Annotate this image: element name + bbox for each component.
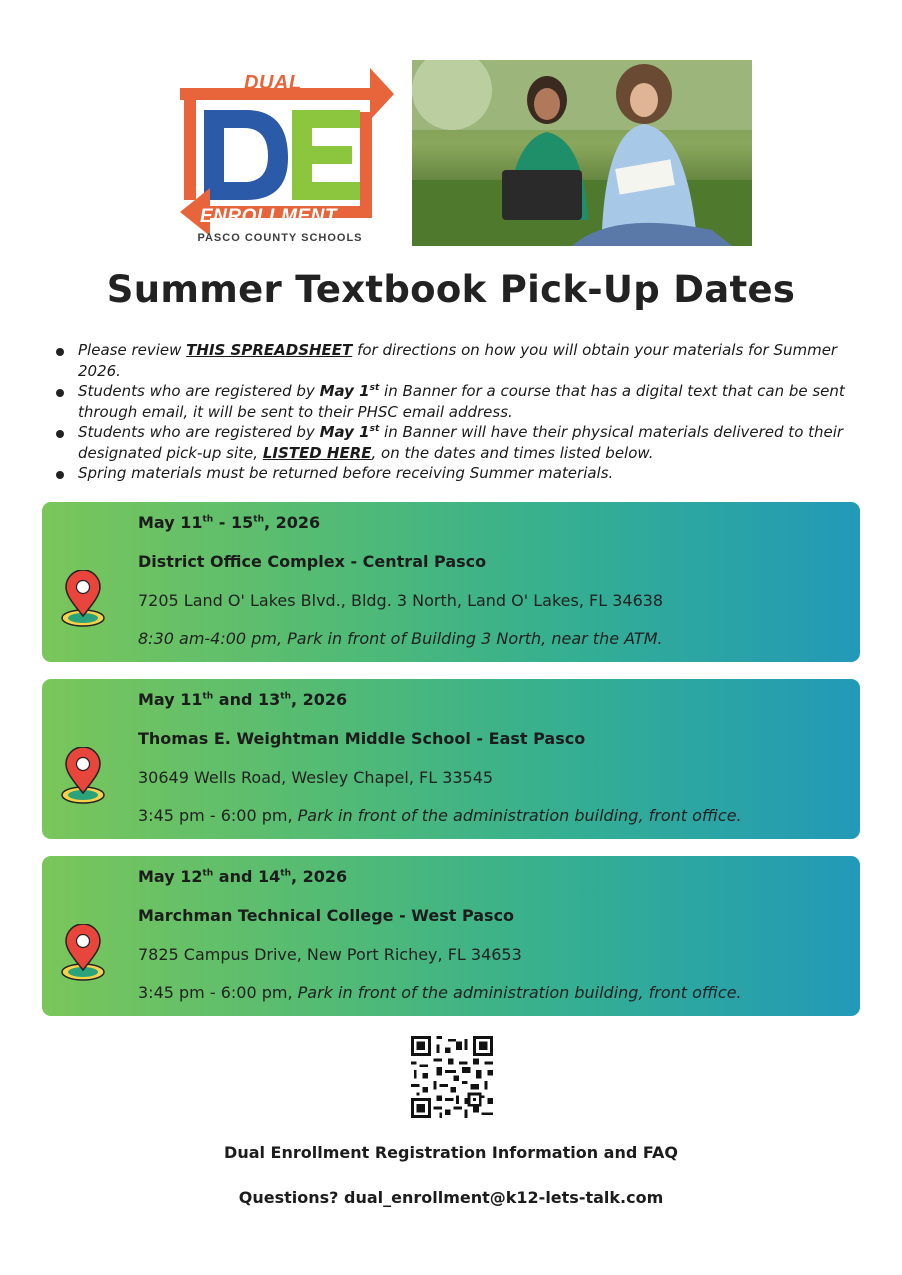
site-name: Thomas E. Weightman Middle School - East Pasco xyxy=(138,729,586,748)
bullet-text: Please review xyxy=(78,341,187,359)
date-suffix: st xyxy=(369,383,380,393)
list-item xyxy=(52,340,862,381)
pickup-dates: May 12th and 14th, 2026 xyxy=(138,867,348,886)
pickup-site-card xyxy=(42,502,860,662)
bullet-text: Spring materials must be returned before receiving Summer materials. xyxy=(78,464,614,482)
students-studying-photo xyxy=(412,60,752,246)
pickup-site-card xyxy=(42,679,860,839)
pickup-time: 3:45 pm - 6:00 pm, Park in front of the administration building, front office. xyxy=(138,983,742,1002)
bullet-text: , on the dates and times listed below. xyxy=(371,443,654,462)
bullet-icon xyxy=(56,471,64,479)
faq-link[interactable]: Dual Enrollment Registration Information and FAQ xyxy=(224,1143,678,1162)
bullet-text: Students who are registered by xyxy=(78,423,320,441)
contact-email[interactable]: Questions? dual_enrollment@k12-lets-talk.com xyxy=(238,1188,664,1207)
instructions-list xyxy=(52,340,862,484)
date-suffix: st xyxy=(369,424,380,434)
site-address: 7825 Campus Drive, New Port Richey, FL 34653 xyxy=(138,945,522,964)
sites-link[interactable]: LISTED HERE xyxy=(262,443,372,462)
deadline-date: May 1 xyxy=(319,382,370,400)
bullet-text: for directions on how you will obtain your materials for Summer 2026. xyxy=(78,341,838,380)
bullet-icon xyxy=(56,348,64,356)
site-name: District Office Complex - Central Pasco xyxy=(138,552,487,571)
students-photo-icon xyxy=(412,60,752,246)
logo-enrollment-text: ENROLLMENT xyxy=(200,206,337,227)
deadline-date: May 1 xyxy=(319,423,370,441)
bullet-icon xyxy=(56,430,64,438)
qr-code-icon[interactable] xyxy=(411,1036,493,1118)
list-item xyxy=(52,463,862,484)
logo-district-text: PASCO COUNTY SCHOOLS xyxy=(197,232,363,244)
location-pin-icon xyxy=(60,747,106,805)
location-pin-icon xyxy=(60,924,106,982)
site-address: 30649 Wells Road, Wesley Chapel, FL 33545 xyxy=(138,768,494,787)
page-title: Summer Textbook Pick-Up Dates xyxy=(106,268,796,311)
pickup-time: 8:30 am-4:00 pm, Park in front of Building 3 North, near the ATM. xyxy=(138,629,663,648)
pickup-site-card xyxy=(42,856,860,1016)
site-name: Marchman Technical College - West Pasco xyxy=(138,906,515,925)
bullet-text: in Banner will have their physical materials delivered to their designated pick-up site, xyxy=(78,423,844,462)
bullet-text: in Banner for a course that has a digital text that can be sent through email, it will be sent to their PHSC email address. xyxy=(78,382,845,421)
list-item xyxy=(52,422,862,463)
pickup-dates: May 11th - 15th, 2026 xyxy=(138,513,321,532)
list-item xyxy=(52,381,862,422)
dual-enrollment-logo xyxy=(180,60,412,246)
header-banner xyxy=(180,60,752,246)
pickup-dates: May 11th and 13th, 2026 xyxy=(138,690,348,709)
pickup-time: 3:45 pm - 6:00 pm, Park in front of the administration building, front office. xyxy=(138,806,742,825)
location-pin-icon xyxy=(60,570,106,628)
logo-dual-text: DUAL xyxy=(244,72,302,94)
bullet-icon xyxy=(56,389,64,397)
spreadsheet-link[interactable]: THIS SPREADSHEET xyxy=(186,341,353,359)
bullet-text: Students who are registered by xyxy=(78,382,320,400)
site-address: 7205 Land O' Lakes Blvd., Bldg. 3 North, Land O' Lakes, FL 34638 xyxy=(138,591,664,610)
